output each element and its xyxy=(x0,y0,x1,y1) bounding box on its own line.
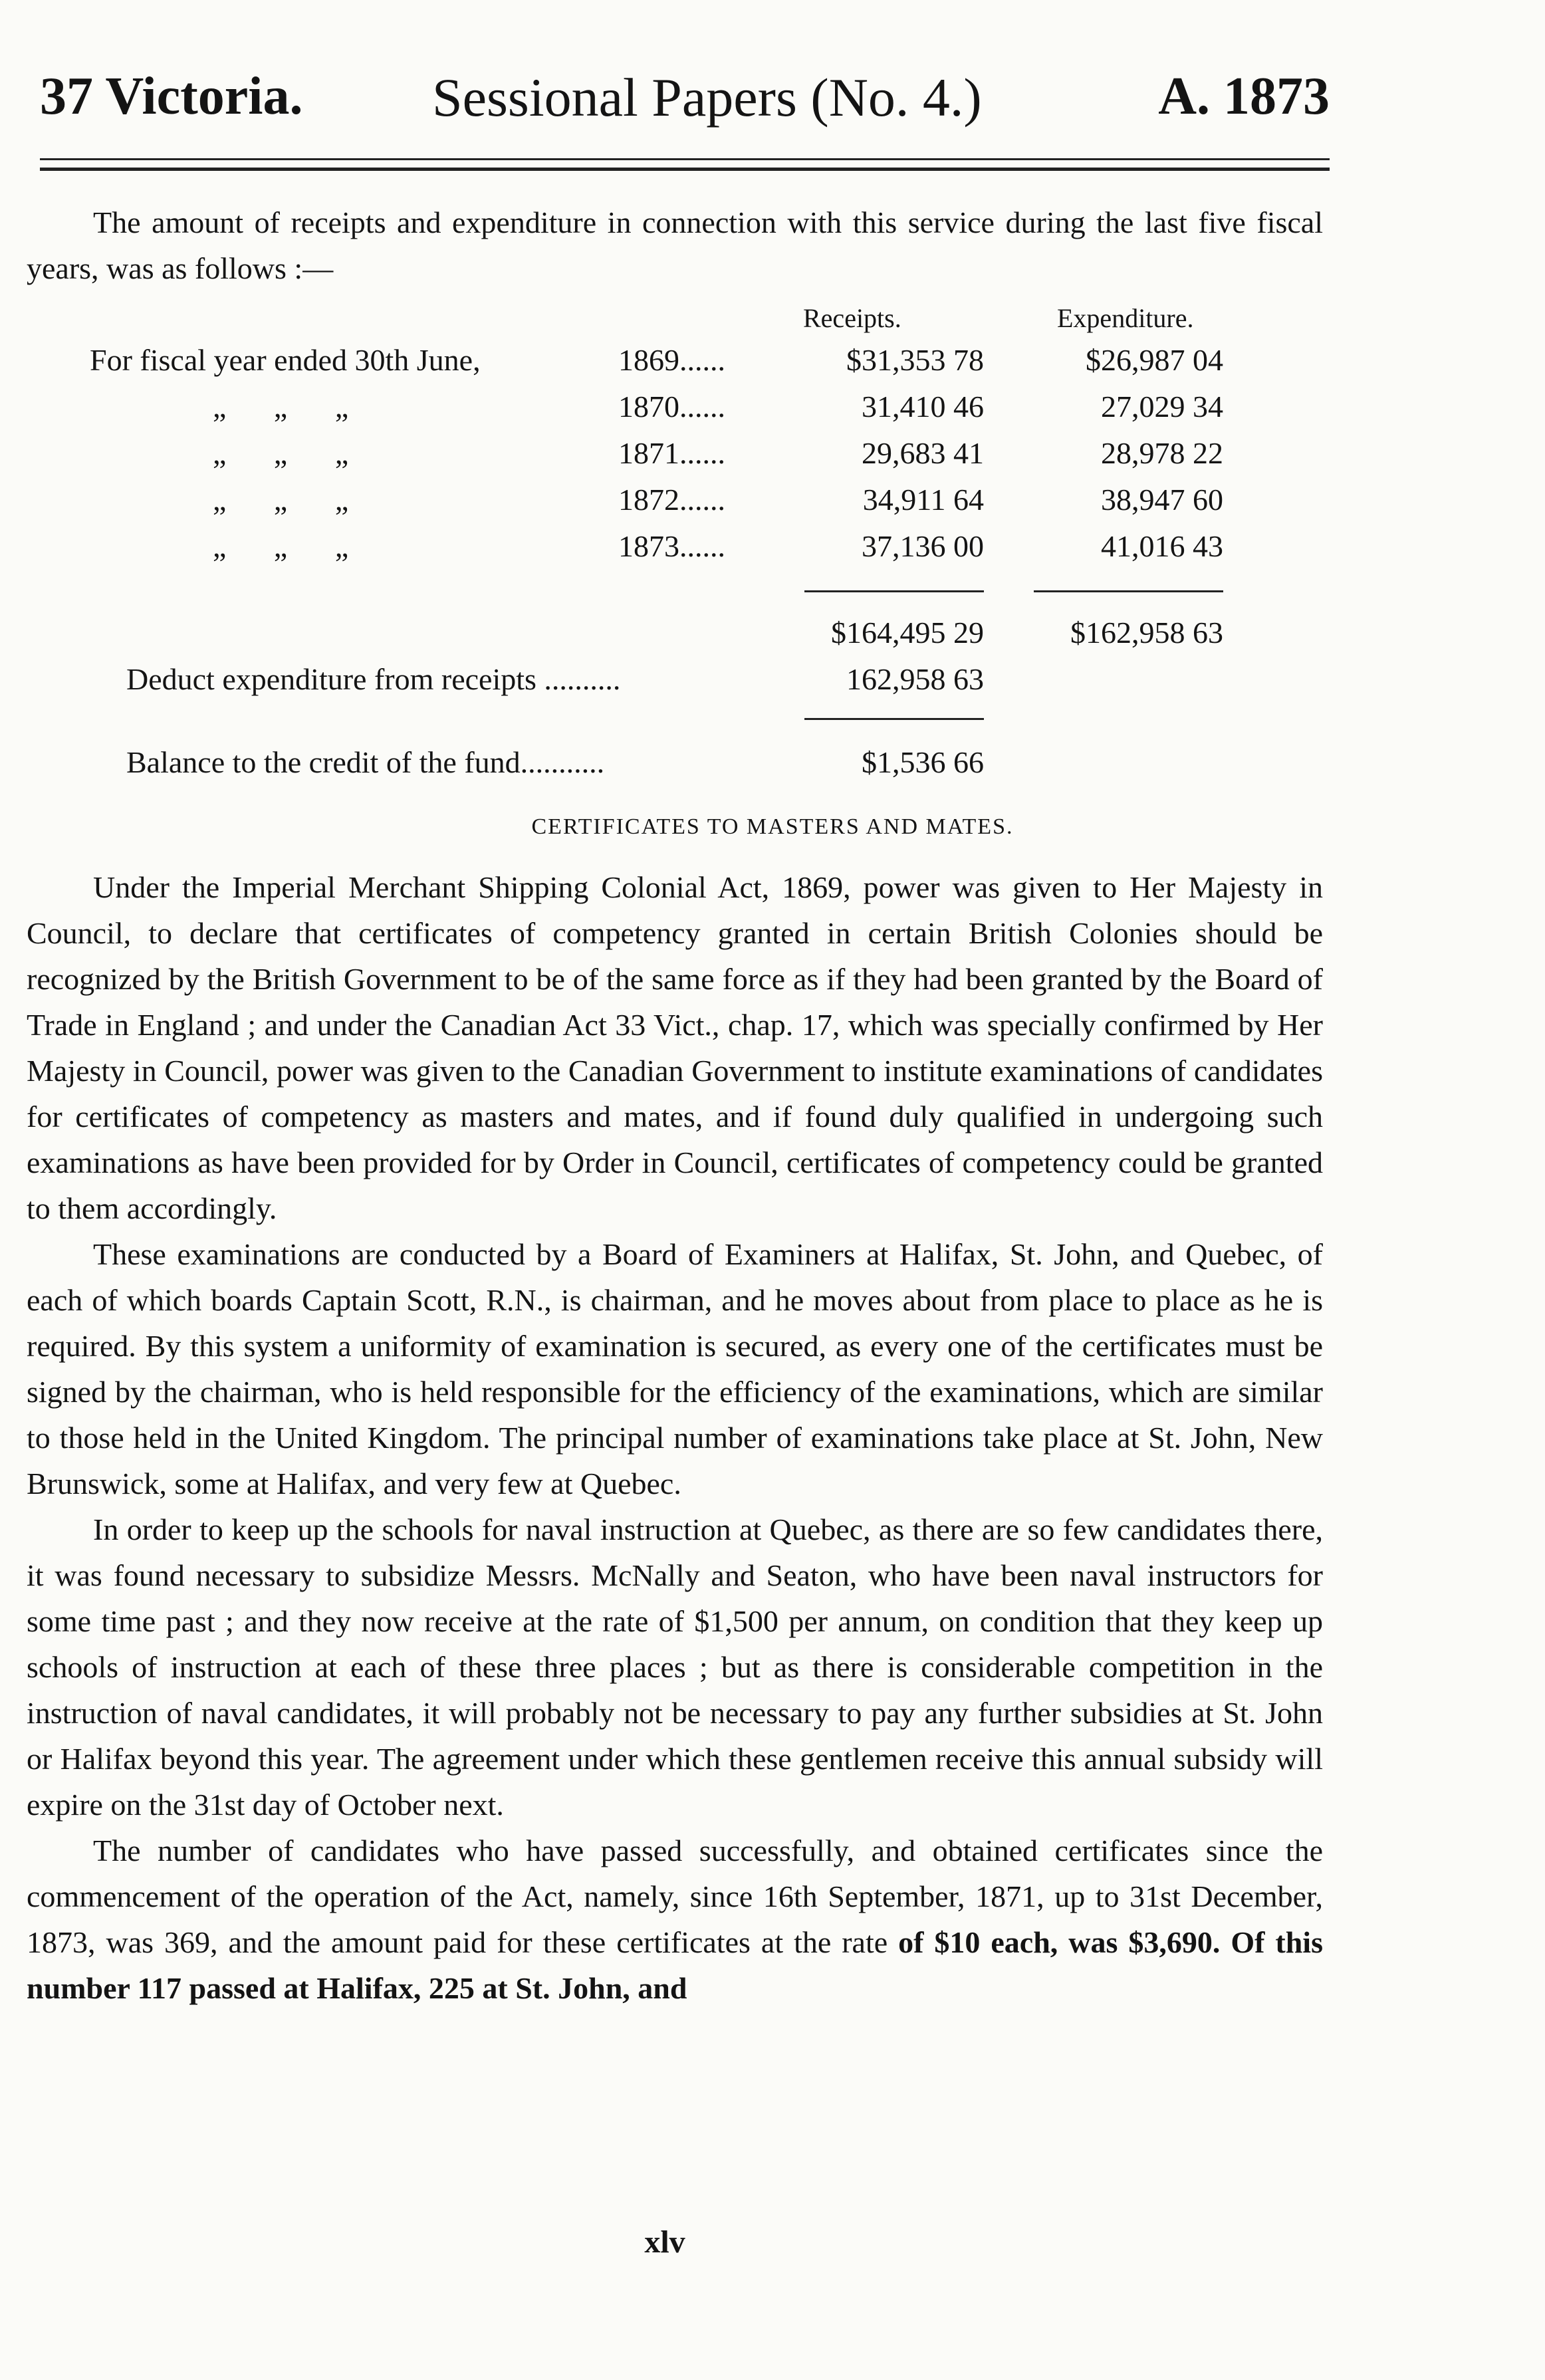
balance-label: Balance to the credit of the fund........... xyxy=(126,745,605,779)
row-year: 1872...... xyxy=(618,483,725,517)
paragraph-last xyxy=(27,1828,1323,2011)
row-label: „ „ „ xyxy=(213,436,349,470)
paragraph: In order to keep up the schools for naval instruction at Quebec, as there are so few candidates there, it was found necessary to subsidize Messrs. McNally and Seaton, who have been naval instructors for some time past ; and they now receive at the rate of $1,500 per annum, on condition that they keep up schools of instruction at each of these three places ; but as there is considerable competition in the instruction of naval candidates, it will probably not be necessary to pay any further subsidies at St. John or Halifax beyond this year. The agreement under which these gentlemen receive this annual subsidy will expire on the 31st day of October next. xyxy=(27,1512,1323,1822)
header-year: A. 1873 xyxy=(1158,67,1330,126)
row-expenditure: 28,978 22 xyxy=(1101,436,1223,470)
total-receipts: $164,495 29 xyxy=(831,616,984,650)
row-year: 1873...... xyxy=(618,529,725,563)
total-expenditure: $162,958 63 xyxy=(1070,616,1223,650)
row-year: 1870...... xyxy=(618,390,725,423)
row-receipts: 29,683 41 xyxy=(862,436,984,470)
row-label: „ „ „ xyxy=(213,483,349,517)
deduct-label: Deduct expenditure from receipts .......... xyxy=(126,662,621,696)
row-label: For fiscal year ended 30th June, xyxy=(90,343,481,377)
sum-rule-receipts xyxy=(804,590,984,592)
row-expenditure: $26,987 04 xyxy=(1086,343,1223,377)
header-title: Sessional Papers (No. 4.) xyxy=(432,67,982,128)
row-receipts: 31,410 46 xyxy=(862,390,984,423)
row-year: 1869...... xyxy=(618,343,725,377)
row-receipts: $31,353 78 xyxy=(846,343,984,377)
row-label: „ „ „ xyxy=(213,529,349,563)
section-title: CERTIFICATES TO MASTERS AND MATES. xyxy=(531,814,1014,839)
row-receipts: 34,911 64 xyxy=(862,483,984,517)
page-folio: xlv xyxy=(644,2224,685,2260)
balance-value: $1,536 66 xyxy=(862,745,984,779)
row-receipts: 37,136 00 xyxy=(862,529,984,563)
header-session: 37 Victoria. xyxy=(40,67,303,126)
balance-rule xyxy=(804,718,984,720)
paragraph: These examinations are conducted by a Board of Examiners at Halifax, St. John, and Quebec, of each of which boards Captain Scott, R.N., is chairman, and he moves about from place to place as he is required. By this system a uniformity of examination is secured, as every one of the certificates must be signed by the chairman, who is held responsible for the efficiency of the examinations, which are similar to those held in the United Kingdom. The principal number of examinations take place at St. John, New Brunswick, some at Halifax, and very few at Quebec. xyxy=(27,1237,1323,1500)
paragraph-last-start: The number of candidates who have passed successfully, and obtained certificates since the commencement of the operation of the Act, namely, since 16th September, 1871, up to 31st December, 1873, was 369, and the amount paid for these certificates at the rate xyxy=(27,1834,1323,1959)
body-text xyxy=(27,864,1323,2011)
col-header-receipts: Receipts. xyxy=(803,303,901,333)
intro-text: The amount of receipts and expenditure in connection with this service during the last five fiscal years, was as follows :— xyxy=(27,205,1323,285)
deduct-value: 162,958 63 xyxy=(846,662,984,696)
receipts-expenditure-table xyxy=(0,0,1545,798)
row-label: „ „ „ xyxy=(213,390,349,423)
row-expenditure: 27,029 34 xyxy=(1101,390,1223,423)
row-expenditure: 38,947 60 xyxy=(1101,483,1223,517)
col-header-expenditure: Expenditure. xyxy=(1057,303,1194,333)
sum-rule-expenditure xyxy=(1034,590,1223,592)
row-year: 1871...... xyxy=(618,436,725,470)
row-expenditure: 41,016 43 xyxy=(1101,529,1223,563)
paragraph-last-end: of $10 each, was $3,690. Of this number 117 passed at Halifax, 225 at St. John, and xyxy=(27,1925,1323,2005)
paragraph: Under the Imperial Merchant Shipping Colonial Act, 1869, power was given to Her Majesty in Council, to declare that certificates of competency granted in certain British Colonies should be recognized by the British Government to be of the same force as if they had been granted by the Board of Trade in England ; and under the Canadian Act 33 Vict., chap. 17, which was specially confirmed by Her Majesty in Council, power was given to the Canadian Government to institute examinations of candidates for certificates of competency as masters and mates, and if found duly qualified in undergoing such examinations as have been provided for by Order in Council, certificates of competency could be granted to them accordingly. xyxy=(27,870,1323,1225)
